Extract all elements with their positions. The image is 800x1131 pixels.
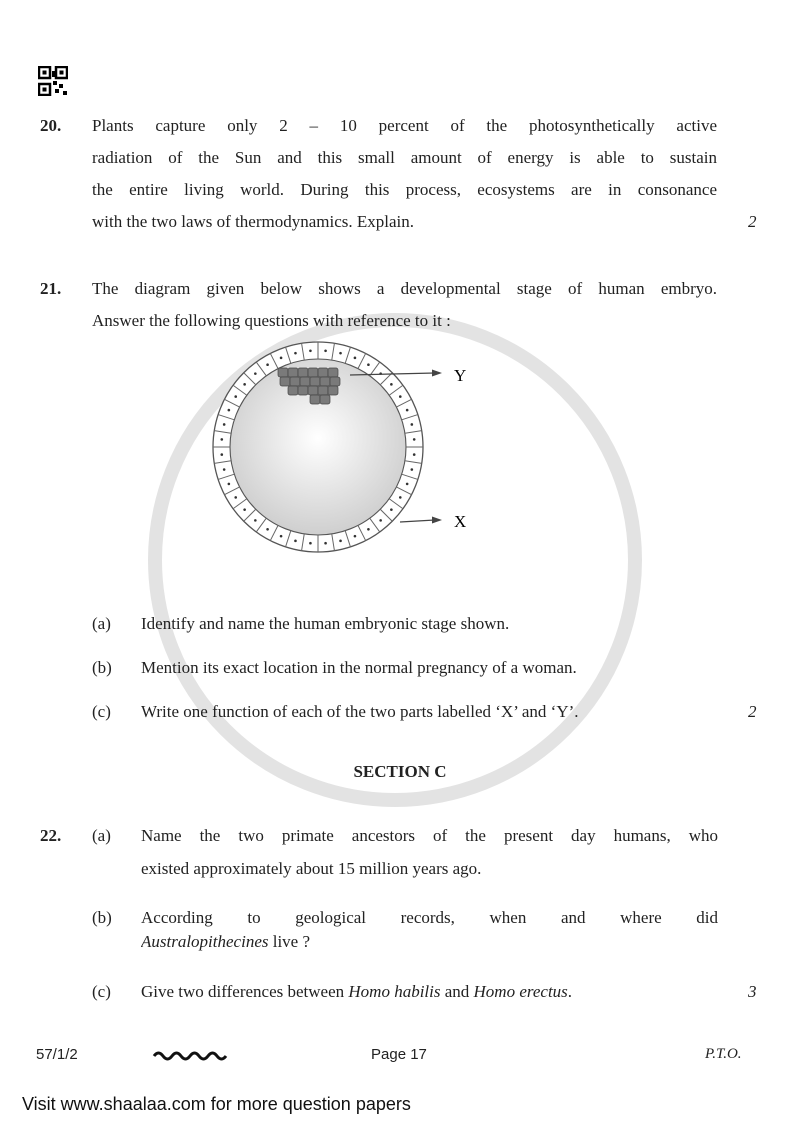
- cell-nucleus: [324, 542, 327, 545]
- pto: P.T.O.: [705, 1046, 742, 1062]
- cell-nucleus: [379, 519, 382, 522]
- inner-cell-mass-cell: [288, 368, 298, 377]
- cell-nucleus: [309, 542, 312, 545]
- cell-nucleus: [243, 383, 246, 386]
- inner-cell-mass-cell: [328, 368, 338, 377]
- cell-nucleus: [339, 540, 342, 543]
- italic-term: Australopithecines: [141, 932, 269, 951]
- inner-cell-mass-cell: [280, 377, 290, 386]
- part-label: (b): [92, 908, 112, 927]
- q21-line: The diagram given below shows a developmental stage of human embryo.: [92, 279, 717, 298]
- inner-cell-mass-cell: [278, 368, 288, 377]
- cell-nucleus: [266, 528, 269, 531]
- cell-nucleus: [413, 453, 416, 456]
- inner-cell-mass-cell: [290, 377, 300, 386]
- q22-line: [141, 932, 718, 952]
- inner-cell-mass-cell: [310, 377, 320, 386]
- q21-marks: 2: [748, 702, 757, 721]
- cell-nucleus: [390, 383, 393, 386]
- part-text: Identify and name the human embryonic stage shown.: [141, 614, 510, 633]
- part-label: (b): [92, 658, 112, 677]
- cell-nucleus: [228, 409, 231, 412]
- inner-cell-mass-cell: [308, 368, 318, 377]
- visit-link[interactable]: Visit www.shaalaa.com for more question papers: [22, 1094, 411, 1114]
- text: .: [567, 982, 573, 1001]
- inner-cell-mass-cell: [318, 386, 328, 395]
- part-label: (a): [92, 614, 111, 633]
- page-number: Page 17: [371, 1046, 427, 1063]
- q22-line: existed approximately about 15 million years ago.: [141, 859, 482, 878]
- cell-nucleus: [367, 363, 370, 366]
- part-text: [141, 982, 731, 1002]
- q21-line: Answer the following questions with reference to it :: [92, 311, 451, 330]
- q22-line: According to geological records, when and where did: [141, 908, 718, 927]
- q22-marks: 3: [748, 982, 757, 1001]
- qr-code-icon: [38, 66, 68, 96]
- cell-nucleus: [294, 352, 297, 355]
- inner-cell-mass-cell: [330, 377, 340, 386]
- part-text: Mention its exact location in the normal pregnancy of a woman.: [141, 658, 577, 677]
- inner-cell-mass-cell: [298, 386, 308, 395]
- question-number-20: 20.: [40, 116, 62, 135]
- cell-nucleus: [354, 535, 357, 538]
- inner-cell-mass-cell: [320, 377, 330, 386]
- cell-nucleus: [324, 349, 327, 352]
- cell-nucleus: [220, 453, 223, 456]
- inner-cell-mass-cell: [308, 386, 318, 395]
- cell-nucleus: [339, 352, 342, 355]
- text: and: [440, 982, 474, 1001]
- cell-nucleus: [223, 468, 226, 471]
- wavy-divider-icon: [152, 1050, 230, 1062]
- cell-nucleus: [399, 496, 402, 499]
- q22-line: Name the two primate ancestors of the present day humans, who: [141, 826, 718, 845]
- cell-nucleus: [254, 519, 257, 522]
- cell-nucleus: [354, 357, 357, 360]
- inner-cell-mass-cell: [288, 386, 298, 395]
- italic-term: Homo erectus: [473, 982, 568, 1001]
- cell-nucleus: [411, 468, 414, 471]
- q20-marks: 2: [748, 212, 757, 231]
- q20-line: Plants capture only 2 – 10 percent of the photosynthetically active: [92, 116, 717, 135]
- italic-term: Homo habilis: [348, 982, 441, 1001]
- part-text: Write one function of each of the two parts labelled ‘X’ and ‘Y’.: [141, 702, 579, 721]
- cell-nucleus: [367, 528, 370, 531]
- section-heading: SECTION C: [353, 762, 447, 781]
- paper-code: 57/1/2: [36, 1046, 78, 1063]
- inner-cell-mass-cell: [310, 395, 320, 404]
- cell-nucleus: [406, 409, 409, 412]
- inner-cell-mass-cell: [318, 368, 328, 377]
- cell-nucleus: [406, 483, 409, 486]
- cell-nucleus: [413, 438, 416, 441]
- cell-nucleus: [399, 395, 402, 398]
- cell-nucleus: [234, 395, 237, 398]
- cell-nucleus: [411, 423, 414, 426]
- question-number-21: 21.: [40, 279, 62, 298]
- cell-nucleus: [243, 508, 246, 511]
- label-x: X: [454, 512, 467, 531]
- label-y: Y: [454, 366, 467, 385]
- cell-nucleus: [266, 363, 269, 366]
- cell-nucleus: [280, 357, 283, 360]
- blastocyst-diagram: [200, 330, 500, 570]
- inner-cell-mass-cell: [320, 395, 330, 404]
- cell-nucleus: [294, 540, 297, 543]
- inner-cell-mass-cell: [300, 377, 310, 386]
- cell-nucleus: [309, 349, 312, 352]
- q20-line: with the two laws of thermodynamics. Explain.: [92, 212, 414, 231]
- cell-nucleus: [223, 423, 226, 426]
- part-label: (c): [92, 702, 111, 721]
- inner-cell-mass-cell: [298, 368, 308, 377]
- q20-line: radiation of the Sun and this small amount of energy is able to sustain: [92, 148, 717, 167]
- inner-cell-mass-cell: [328, 386, 338, 395]
- question-number-22: 22.: [40, 826, 62, 845]
- cell-nucleus: [390, 508, 393, 511]
- text: live ?: [268, 932, 311, 951]
- part-label: (c): [92, 982, 111, 1001]
- cell-nucleus: [234, 496, 237, 499]
- text: Give two differences between: [141, 982, 349, 1001]
- cell-nucleus: [228, 483, 231, 486]
- part-label: (a): [92, 826, 111, 845]
- cell-nucleus: [220, 438, 223, 441]
- cell-nucleus: [254, 372, 257, 375]
- q20-line: the entire living world. During this process, ecosystems are in consonance: [92, 180, 717, 199]
- cell-nucleus: [280, 535, 283, 538]
